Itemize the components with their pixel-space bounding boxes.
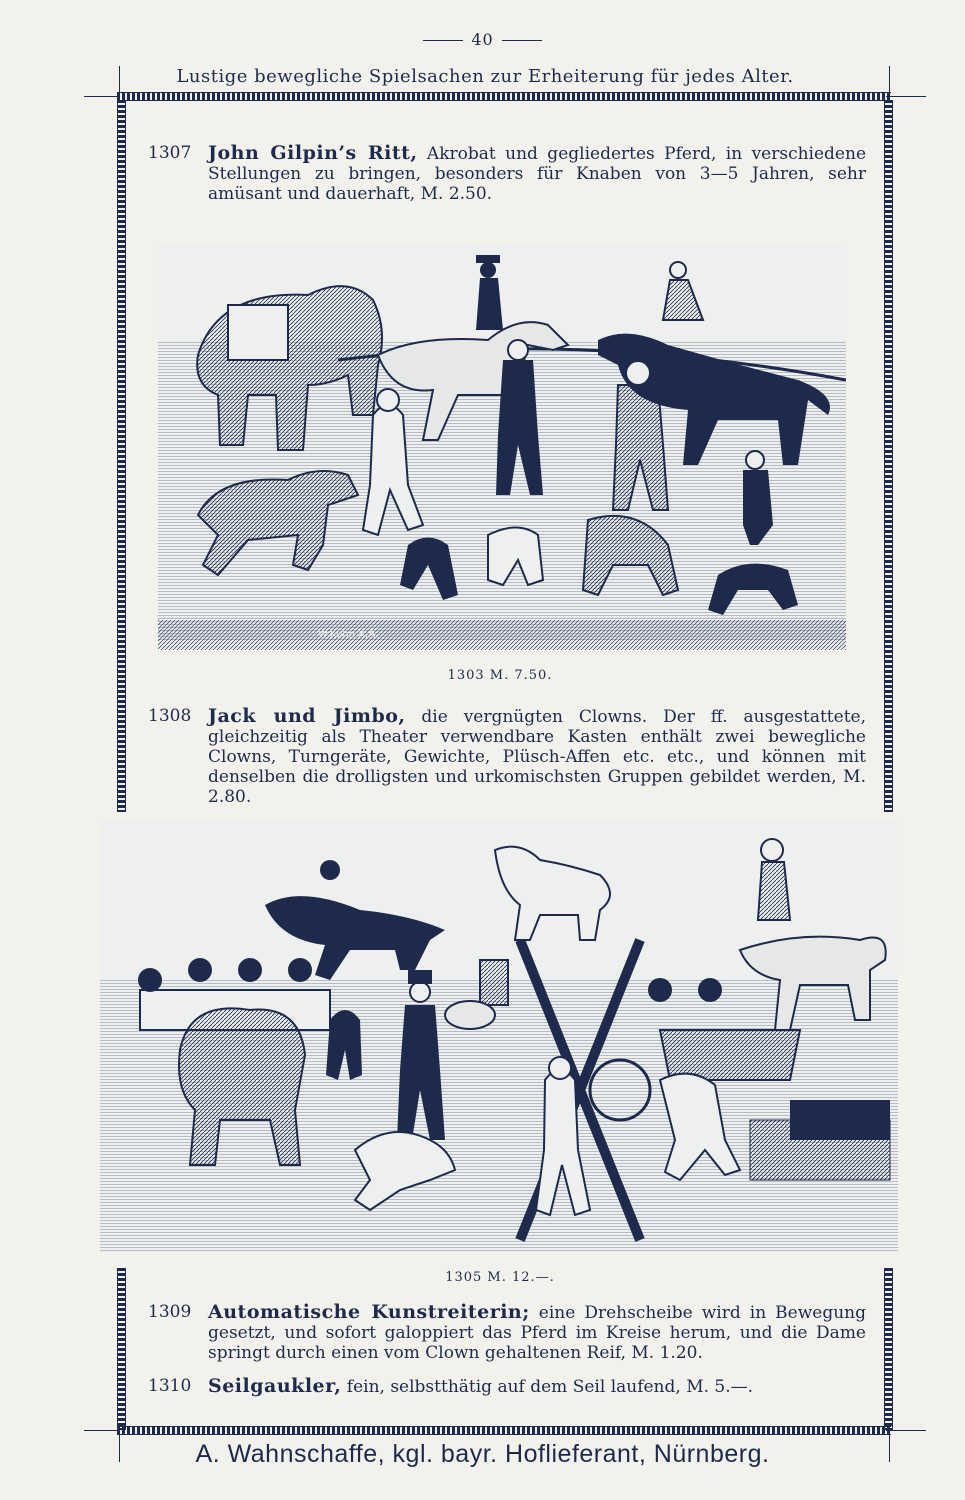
catalog-item-1309 [148, 1302, 866, 1363]
illustration-caption-1303: 1303 M. 7.50. [447, 668, 553, 683]
frame-corner-tick-left [119, 66, 120, 94]
item-description: eine Drehscheibe wird in Bewegung gesetzt, und sofort galoppiert das Pferd im Kreise herum, und die Dame springt durch einen vom Clown gehaltenen Reif, M. 1.20. [208, 1303, 867, 1363]
item-number: 1308 [148, 706, 192, 726]
frame-corner-tick-right [889, 66, 890, 94]
item-title: Automatische Kunstreiterin; [208, 1301, 530, 1323]
circus-troupe-engraving [100, 820, 898, 1252]
frame-right-rule-upper [884, 100, 893, 812]
item-title: John Gilpin’s Ritt, [208, 142, 418, 164]
illustration-caption-1305: 1305 M. 12.—. [445, 1270, 555, 1285]
frame-top-arrow-left [84, 96, 120, 97]
item-title: Seilgaukler, [208, 1375, 342, 1397]
frame-right-rule-lower [884, 1268, 893, 1430]
running-header: Lustige bewegliche Spielsachen zur Erheiterung für jedes Alter. [176, 66, 794, 87]
item-description: Akrobat und gegliedertes Pferd, in verschiedene Stellungen zu bringen, besonders für Knaben von 3—5 Jahren, sehr amüsant und dauerhaft, M. 2.50. [208, 144, 866, 204]
circus-illustration-1303 [158, 245, 846, 650]
catalog-item-1308 [148, 706, 866, 807]
circus-engraving [158, 245, 846, 650]
frame-bottom-arrow-left [84, 1430, 120, 1431]
item-title: Jack und Jimbo, [208, 705, 406, 727]
page-number: 40 [0, 30, 965, 49]
catalog-item-1307 [148, 143, 866, 204]
frame-left-rule-upper [117, 100, 126, 812]
frame-top-rule [117, 92, 891, 101]
item-description: die vergnügten Clowns. Der ff. ausgestattete, gleichzeitig als Theater verwendbare Kasten enthält zwei bewegliche Clowns, Turngeräte, Gewichte, Plüsch-Affen etc. etc., und können mit denselben die drolligsten und urkomischsten Gruppen gebildet werden, M. 2.80. [208, 707, 866, 807]
circus-illustration-1305 [100, 820, 898, 1252]
frame-top-arrow-right [886, 96, 926, 97]
item-number: 1309 [148, 1302, 192, 1322]
engraver-signature: W.Kühn X.A. [318, 629, 379, 640]
publisher-footer: A. Wahnschaffe, kgl. bayr. Hoflieferant, Nürnberg. [195, 1440, 770, 1468]
item-number: 1307 [148, 143, 192, 163]
item-description: fein, selbstthätig auf dem Seil laufend, M. 5.—. [346, 1377, 754, 1397]
item-number: 1310 [148, 1376, 192, 1396]
frame-bottom-arrow-right [886, 1430, 926, 1431]
frame-bottom-rule [117, 1426, 891, 1435]
frame-left-rule-lower [117, 1268, 126, 1430]
catalog-item-1310 [148, 1376, 866, 1397]
